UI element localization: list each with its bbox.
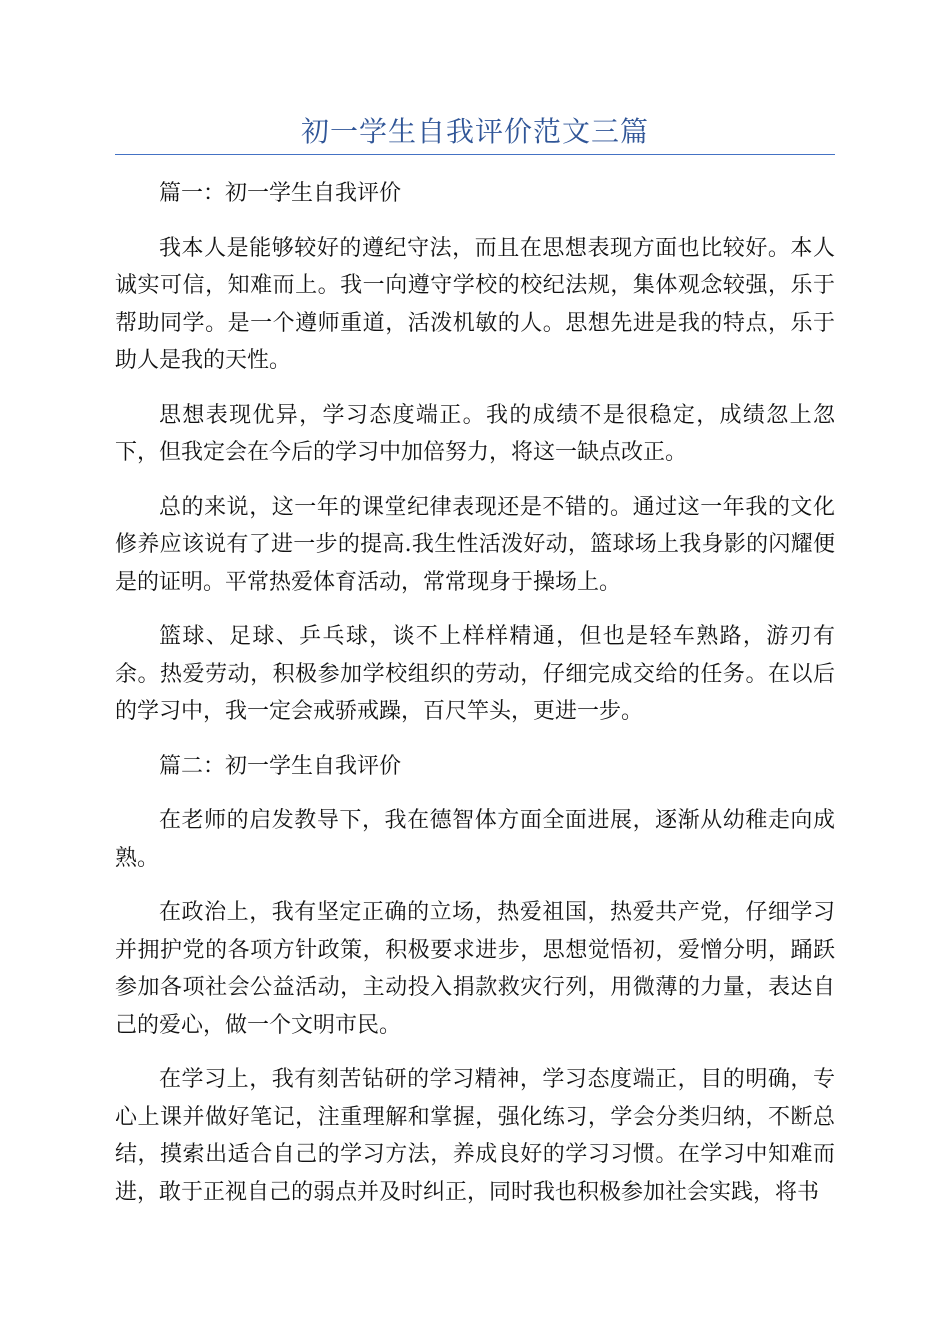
section-heading-1: 篇一：初一学生自我评价 xyxy=(159,181,402,206)
title-underline xyxy=(115,154,835,155)
paragraph: 在老师的启发教导下，我在德智体方面全面进展，逐渐从幼稚走向成熟。 xyxy=(115,808,835,871)
paragraph: 思想表现优异，学习态度端正。我的成绩不是很稳定，成绩忽上忽下，但我定会在今后的学习中加倍努力，将这一缺点改正。 xyxy=(115,402,835,465)
document-title: 初一学生自我评价范文三篇 xyxy=(300,115,649,148)
paragraph: 在政治上，我有坚定正确的立场，热爱祖国，热爱共产党，仔细学习并拥护党的各项方针政策，积极要求进步，思想觉悟初，爱憎分明，踊跃参加各项社会公益活动，主动投入捐款救灾行列，用微薄的力量，表达自己的爱心，做一个文明市民。 xyxy=(115,900,835,1038)
section-heading-2: 篇二：初一学生自我评价 xyxy=(159,753,402,779)
paragraph: 总的来说，这一年的课堂纪律表现还是不错的。通过这一年我的文化修养应该说有了进一步的提高.我生性活泼好动，篮球场上我身影的闪耀便是的证明。平常热爱体育活动，常常现身于操场上。 xyxy=(115,494,835,595)
paragraph: 我本人是能够较好的遵纪守法，而且在思想表现方面也比较好。本人诚实可信，知难而上。我一向遵守学校的校纪法规，集体观念较强，乐于帮助同学。是一个遵师重道，活泼机敏的人。思想先进是我的特点，乐于助人是我的天性。 xyxy=(115,235,835,373)
document-body xyxy=(115,175,835,1228)
paragraph: 在学习上，我有刻苦钻研的学习精神，学习态度端正，目的明确，专心上课并做好笔记，注重理解和掌握，强化练习，学会分类归纳，不断总结，摸索出适合自己的学习方法，养成良好的学习习惯。在学习中知难而进，敢于正视自己的弱点并及时纠正，同时我也积极参加社会实践，将书 xyxy=(115,1067,835,1205)
paragraph: 篮球、足球、乒乓球，谈不上样样精通，但也是轻车熟路，游刃有余。热爱劳动，积极参加学校组织的劳动，仔细完成交给的任务。在以后的学习中，我一定会戒骄戒躁，百尺竿头，更进一步。 xyxy=(115,624,835,724)
